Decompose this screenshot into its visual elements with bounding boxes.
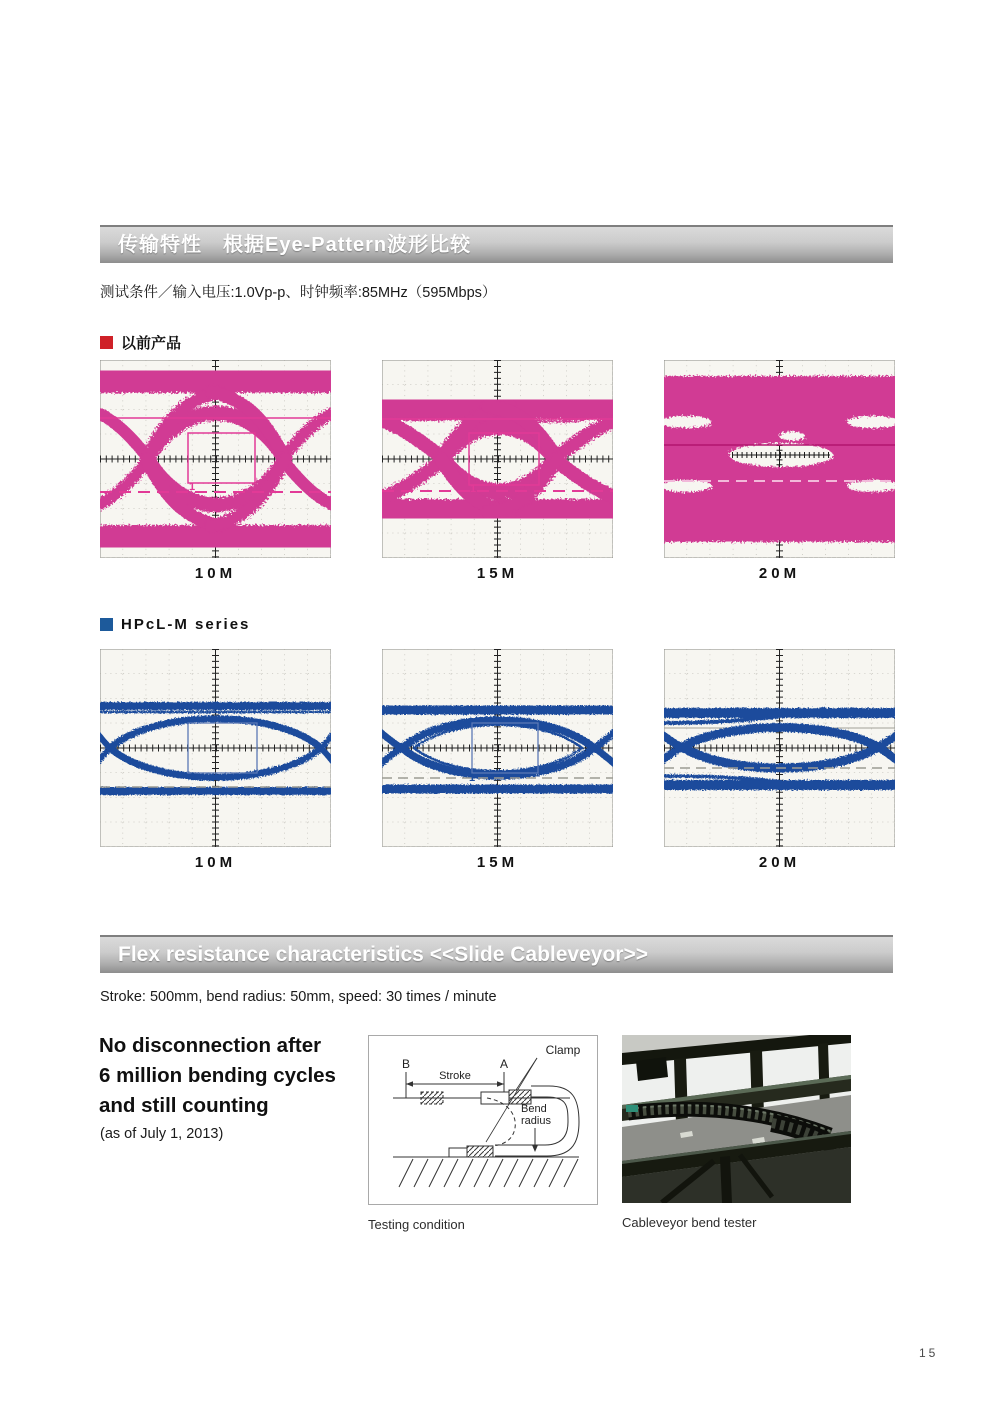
cableveyor-photo-figure bbox=[622, 1035, 851, 1230]
blue-square-bullet-icon bbox=[100, 618, 113, 631]
eye-pattern-new-15m bbox=[382, 649, 613, 871]
cableveyor-photo-image bbox=[622, 1035, 851, 1203]
eye-pattern-prev-15m-image bbox=[382, 360, 613, 558]
photo-caption: Cableveyor bend tester bbox=[622, 1215, 757, 1230]
section-header-eye-pattern bbox=[100, 225, 893, 263]
scope-label-15m: 15M bbox=[476, 565, 519, 582]
eye-pattern-row-previous bbox=[100, 360, 895, 582]
flex-test-conditions-text: Stroke: 500mm, bend radius: 50mm, speed: 30 times / minute bbox=[100, 989, 497, 1005]
eye-pattern-prev-20m bbox=[664, 360, 895, 582]
red-square-bullet-icon bbox=[100, 336, 113, 349]
eye-pattern-new-15m-image bbox=[382, 649, 613, 847]
group-label-text: HPcL-M series bbox=[121, 616, 251, 633]
section-title: Flex resistance characteristics <<Slide Cableveyor>> bbox=[118, 943, 648, 966]
testing-condition-figure bbox=[368, 1035, 598, 1232]
page-number: 15 bbox=[919, 1346, 939, 1360]
scope-label-20m: 20M bbox=[758, 854, 801, 871]
eye-pattern-new-20m-image bbox=[664, 649, 895, 847]
marker-channel-label: 1 bbox=[189, 481, 196, 493]
diagram-label-radius: radius bbox=[521, 1115, 551, 1127]
group-label-hpcl-m-series bbox=[100, 616, 250, 633]
flex-headline bbox=[99, 1031, 389, 1121]
headline-line-2: 6 million bending cycles bbox=[99, 1064, 336, 1087]
eye-pattern-prev-15m bbox=[382, 360, 613, 582]
scope-label-10m: 10M bbox=[194, 565, 237, 582]
headline-line-3: and still counting bbox=[99, 1094, 269, 1117]
section-header-flex-resistance bbox=[100, 935, 893, 973]
scope-label-15m: 15M bbox=[476, 854, 519, 871]
diagram-caption: Testing condition bbox=[368, 1217, 465, 1232]
eye-pattern-prev-10m bbox=[100, 360, 331, 582]
eye-pattern-new-10m-image bbox=[100, 649, 331, 847]
test-conditions-text: 测试条件／输入电压:1.0Vp-p、时钟频率:85MHz（595Mbps） bbox=[100, 285, 497, 301]
marker-channel-label: 1 bbox=[190, 771, 197, 783]
scope-label-20m: 20M bbox=[758, 565, 801, 582]
eye-pattern-prev-20m-image bbox=[664, 360, 895, 558]
marker-channel-label: 1 bbox=[470, 483, 477, 495]
eye-pattern-prev-10m-image bbox=[100, 360, 331, 558]
scope-label-10m: 10M bbox=[194, 854, 237, 871]
testing-condition-diagram-image bbox=[369, 1036, 597, 1204]
diagram-label-b: B bbox=[401, 1057, 411, 1071]
group-label-previous-products bbox=[100, 332, 181, 353]
section-title: 传输特性 根据Eye-Pattern波形比较 bbox=[118, 234, 472, 256]
headline-date-note: (as of July 1, 2013) bbox=[100, 1126, 224, 1142]
diagram-label-stroke: Stroke bbox=[439, 1070, 471, 1082]
eye-pattern-new-10m bbox=[100, 649, 331, 871]
headline-line-1: No disconnection after bbox=[99, 1034, 322, 1057]
testing-condition-diagram bbox=[368, 1035, 598, 1205]
diagram-label-clamp: Clamp bbox=[545, 1043, 581, 1057]
diagram-label-a: A bbox=[499, 1057, 509, 1071]
eye-pattern-new-20m bbox=[664, 649, 895, 871]
marker-channel-label: 1 bbox=[469, 772, 476, 784]
diagram-label-bend: Bend bbox=[521, 1103, 547, 1115]
group-label-text: 以前产品 bbox=[121, 335, 182, 352]
eye-pattern-row-hpcl-m bbox=[100, 649, 895, 871]
cableveyor-photo bbox=[622, 1035, 851, 1203]
